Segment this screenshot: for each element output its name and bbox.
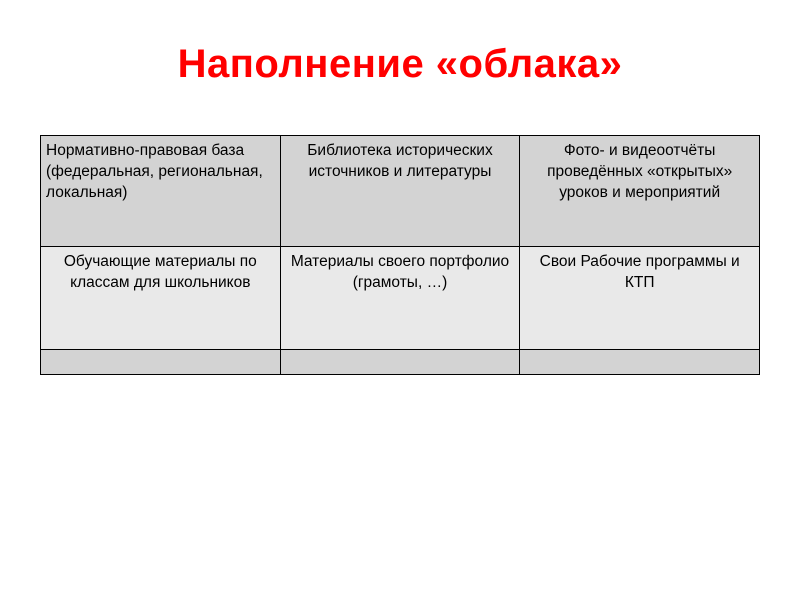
table-cell-legal-base: Нормативно-правовая база (федеральная, региональная, локальная) bbox=[41, 136, 281, 247]
table-cell-library: Библиотека исторических источников и литературы bbox=[280, 136, 520, 247]
table-cell-photo-video-reports: Фото- и видеоотчёты проведённых «открытых» уроков и мероприятий bbox=[520, 136, 760, 247]
table-row bbox=[41, 350, 760, 375]
table-cell-work-programs: Свои Рабочие программы и КТП bbox=[520, 247, 760, 350]
table-cell-empty bbox=[41, 350, 281, 375]
table-cell-learning-materials: Обучающие материалы по классам для школьников bbox=[41, 247, 281, 350]
table-cell-empty bbox=[280, 350, 520, 375]
content-table bbox=[40, 135, 760, 375]
table-row bbox=[41, 247, 760, 350]
slide-title: Наполнение «облака» bbox=[177, 42, 623, 86]
table-cell-portfolio: Материалы своего портфолио (грамоты, …) bbox=[280, 247, 520, 350]
table-cell-empty bbox=[520, 350, 760, 375]
table-row bbox=[41, 136, 760, 247]
